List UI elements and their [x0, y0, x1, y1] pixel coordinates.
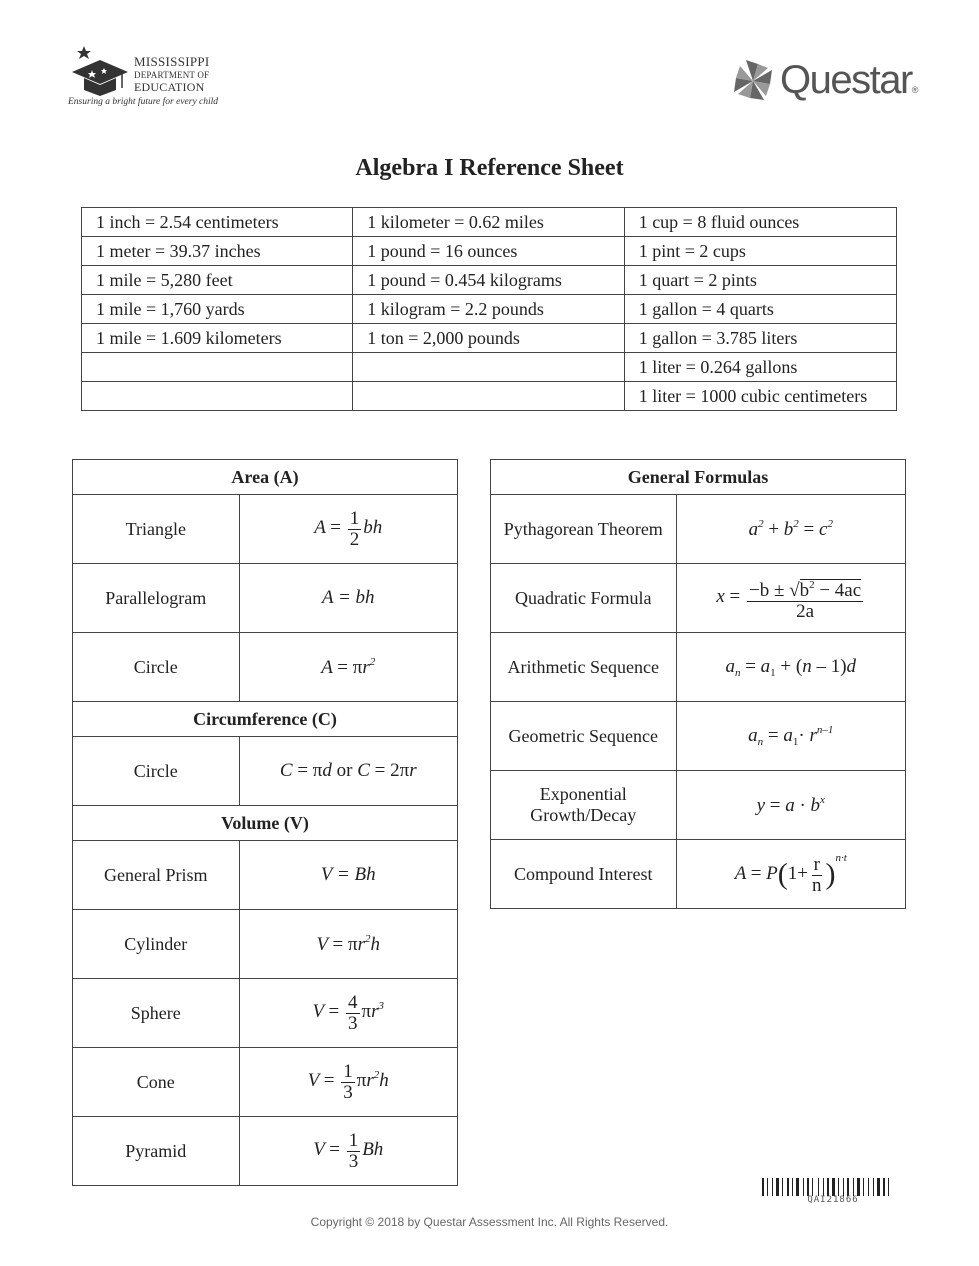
shape-name: Triangle — [73, 495, 240, 564]
mde-name-line2: DEPARTMENT OF — [134, 70, 210, 80]
copyright-notice: Copyright © 2018 by Questar Assessment Inc. All Rights Reserved. — [310, 1215, 669, 1229]
table-row — [73, 1048, 458, 1117]
formula-exponential: $y = a \cdot b^x$ — [676, 771, 906, 840]
formula-name: Pythagorean Theorem — [491, 495, 677, 564]
table-row — [73, 564, 458, 633]
formula-triangle-area: A = $\frac{1}{2}$ bh — [239, 495, 457, 564]
table-row — [82, 237, 897, 266]
table-row — [73, 495, 458, 564]
table-row — [491, 633, 906, 702]
table-row — [73, 979, 458, 1048]
table-row — [73, 910, 458, 979]
formula-name-line1: Exponential — [539, 784, 627, 804]
table-cell — [353, 353, 624, 382]
mde-logo — [68, 40, 228, 112]
table-row — [491, 771, 906, 840]
table-row — [82, 266, 897, 295]
formula-circle-area: $A = \pi r^2$ — [239, 633, 457, 702]
shape-name: Sphere — [73, 979, 240, 1048]
table-cell: 1 quart = 2 pints — [624, 266, 896, 295]
graduation-cap-icon — [70, 42, 128, 102]
geometry-formulas-table — [72, 459, 458, 1186]
formula-parallelogram-area: A = bh — [239, 564, 457, 633]
volume-header: Volume (V) — [73, 806, 458, 841]
mde-tagline: Ensuring a bright future for every child — [68, 97, 219, 107]
table-cell: 1 mile = 1.609 kilometers — [82, 324, 353, 353]
shape-name: Circle — [73, 737, 240, 806]
table-cell: 1 pint = 2 cups — [624, 237, 896, 266]
table-row — [491, 564, 906, 633]
table-row — [73, 737, 458, 806]
mde-name-line3: EDUCATION — [134, 80, 205, 94]
barcode — [762, 1178, 904, 1196]
shape-name: Cylinder — [73, 910, 240, 979]
formula-compound-interest: A = P(1+ $\frac{r}{n}$ )$^{n\cdot t}$ — [676, 840, 906, 909]
table-cell — [82, 382, 353, 411]
formula-arithmetic-sequence: $a_n = a_1 + (n - 1)d$ — [676, 633, 906, 702]
table-cell: 1 pound = 16 ounces — [353, 237, 624, 266]
questar-wordmark: Questar® — [780, 58, 917, 102]
table-cell — [82, 353, 353, 382]
general-formulas-table — [490, 459, 906, 909]
table-row — [491, 702, 906, 771]
table-row — [73, 841, 458, 910]
formula-name — [491, 771, 677, 840]
table-cell: 1 mile = 1,760 yards — [82, 295, 353, 324]
table-row — [491, 495, 906, 564]
circumference-header: Circumference (C) — [73, 702, 458, 737]
page-title: Algebra I Reference Sheet — [355, 155, 624, 181]
formula-name-line2: Growth/Decay — [530, 805, 637, 825]
formula-name: Arithmetic Sequence — [491, 633, 677, 702]
shape-name: Cone — [73, 1048, 240, 1117]
table-cell: 1 liter = 0.264 gallons — [624, 353, 896, 382]
table-row — [82, 382, 897, 411]
table-cell: 1 meter = 39.37 inches — [82, 237, 353, 266]
table-row — [82, 295, 897, 324]
questar-logo — [728, 56, 918, 106]
table-row — [73, 1117, 458, 1186]
formula-geometric-sequence: $a_n = a_1\cdot r^{n-1}$ — [676, 702, 906, 771]
shape-name: Parallelogram — [73, 564, 240, 633]
table-cell: 1 kilogram = 2.2 pounds — [353, 295, 624, 324]
table-row — [491, 840, 906, 909]
formula-pythagorean: $a^2 + b^2 = c^2$ — [676, 495, 906, 564]
table-row — [82, 208, 897, 237]
formula-sphere-volume: V = $\frac{4}{3}$ $\pi r^3$ — [239, 979, 457, 1048]
formula-cylinder-volume: $V = \pi r^2h$ — [239, 910, 457, 979]
shape-name: Pyramid — [73, 1117, 240, 1186]
area-header: Area (A) — [73, 460, 458, 495]
formula-name: Quadratic Formula — [491, 564, 677, 633]
barcode-id: QAI21866 — [807, 1195, 859, 1205]
shape-name: Circle — [73, 633, 240, 702]
table-cell: 1 gallon = 4 quarts — [624, 295, 896, 324]
table-row — [82, 353, 897, 382]
formula-circle-circumference: C = πd or C = 2πr — [239, 737, 457, 806]
formula-cone-volume: V = $\frac{1}{3}$ $\pi r^2h$ — [239, 1048, 457, 1117]
table-cell: 1 gallon = 3.785 liters — [624, 324, 896, 353]
formula-name: Geometric Sequence — [491, 702, 677, 771]
table-cell: 1 mile = 5,280 feet — [82, 266, 353, 295]
formula-pyramid-volume: V = $\frac{1}{3}$ Bh — [239, 1117, 457, 1186]
table-cell: 1 liter = 1000 cubic centimeters — [624, 382, 896, 411]
table-cell: 1 cup = 8 fluid ounces — [624, 208, 896, 237]
table-row — [82, 324, 897, 353]
general-formulas-header: General Formulas — [491, 460, 906, 495]
shape-name: General Prism — [73, 841, 240, 910]
table-row — [73, 633, 458, 702]
formula-quadratic: x = $\frac{-b \pm √b^2 - 4ac}{2a}$ — [676, 564, 906, 633]
table-cell: 1 inch = 2.54 centimeters — [82, 208, 353, 237]
questar-pinwheel-icon — [728, 56, 778, 106]
conversion-table — [81, 207, 897, 411]
mde-name-line1: MISSISSIPPI — [134, 54, 210, 69]
table-cell: 1 ton = 2,000 pounds — [353, 324, 624, 353]
table-cell: 1 kilometer = 0.62 miles — [353, 208, 624, 237]
table-cell — [353, 382, 624, 411]
formula-name: Compound Interest — [491, 840, 677, 909]
table-cell: 1 pound = 0.454 kilograms — [353, 266, 624, 295]
formula-prism-volume: V = Bh — [239, 841, 457, 910]
